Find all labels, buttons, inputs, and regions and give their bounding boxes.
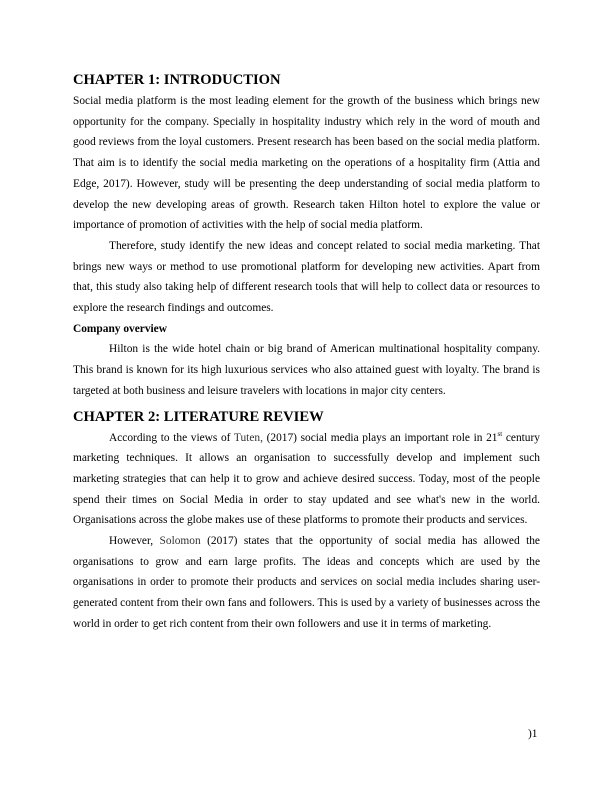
page-number: )1 [528,728,538,740]
ordinal-superscript: st [497,429,503,438]
document-page [73,71,540,635]
citation-tuten: Tuten, [233,431,263,444]
intro-paragraph-2: Therefore, study identify the new ideas and concept related to social media marketing. That brings new ways or method to use promotional platform for developing new activities. Apart from that, this study also taking help of different research tools that will help to collect data or resources to explore the research findings and outcomes. [73,239,540,315]
lit-p1-post: century marketing techniques. It allows an organisation to successfully develop and implement such marketing strategies that can help it to grow and achieve desired success. Today, most of the people spend their times on Social Media in order to stay updated and see what's new in the world. Organisations across the globe makes use of these platforms to promote their products and services. [73,431,540,527]
literature-paragraph-2 [73,531,540,635]
lit-p1-pre: According to the views of [109,431,234,444]
lit-p2-pre: However, [109,535,160,548]
company-overview-heading: Company overview [73,322,167,335]
lit-p1-mid: (2017) social media plays an important role in 21 [262,431,498,444]
company-overview-paragraph: Hilton is the wide hotel chain or big brand of American multinational hospitality company. This brand is known for its high luxurious services who also attained guest with loyalty. The brand is targeted at both business and leisure travelers with locations in major city centers. [73,343,540,397]
chapter-1-heading: CHAPTER 1: INTRODUCTION [73,72,281,88]
lit-p2-post: (2017) states that the opportunity of social media has allowed the organisations to grow and earn large profits. The ideas and concepts which are used by the organisations in order to promote their products and services on social media includes sharing user-generated content from their own fans and followers. This is used by a variety of businesses across the world in order to get rich content from their own followers and use it in terms of marketing. [73,535,540,630]
chapter-2-heading: CHAPTER 2: LITERATURE REVIEW [73,408,324,425]
citation-solomon: Solomon [159,535,201,548]
literature-paragraph-1 [73,428,540,532]
intro-paragraph-1: Social media platform is the most leading element for the growth of the business which brings new opportunity for the company. Specially in hospitality industry which rely in the word of mouth and good reviews from the loyal customers. Present research has been based on the social media platform. That aim is to identify the social media marketing on the operations of a hospitality firm (Attia and Edge, 2017). However, study will be presenting the deep understanding of social media platform to develop the new developing areas of growth. Research taken Hilton hotel to explore the value or importance of promotion of activities with the help of social media platform. [73,95,540,232]
